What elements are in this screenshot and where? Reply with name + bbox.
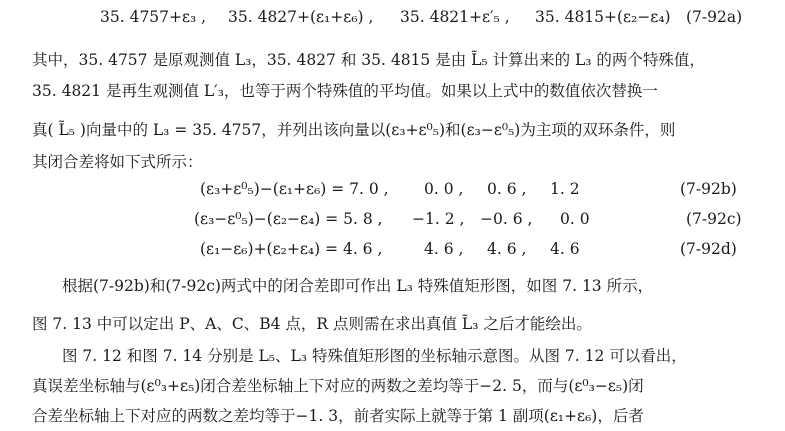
eq-value: −1. 2 , [412,210,465,228]
para3-line-2: 真误差坐标轴与(ε⁰₃+ε₅)闭合差坐标轴上下对应的两数之差均等于−2. 5，而与(ε⁰₃−ε₅)闭 [32,377,644,395]
eq-lhs: (ε₃−ε⁰₅)−(ε₂−ε₄) = 5. 8 , [194,210,383,228]
equation-row [0,210,785,232]
eq-tag: (7-92b) [680,180,737,198]
eq-value: −0. 6 , [480,210,533,228]
para1-line-4: 其闭合差将如下式所示： [32,153,203,171]
para1-line-1: 其中，35. 4757 是原观测值 L₃，35. 4827 和 35. 4815 是由 L̃₅ 计算出来的 L₃ 的两个特殊值， [32,51,705,69]
eq-a-tag: (7-92a) [686,8,743,26]
eq-value: 1. 2 [550,180,580,198]
para1-line-2: 35. 4821 是再生观测值 L′₃，也等于两个特殊值的平均值。如果以上式中的数值依次替换一 [32,82,658,100]
eq-tag: (7-92d) [680,240,737,258]
equation-row [0,240,785,262]
eq-a-term-2: 35. 4827+(ε₁+ε₆) , [228,8,374,26]
para2-line-2: 图 7. 13 中可以定出 P、A、C、B4 点，R 点则需在求出真值 L̃₃ 之后才能绘出。 [32,315,592,333]
para1-line-3: 真( L̃₅ )向量中的 L₃ = 35. 4757，并列出该向量以(ε₃+ε⁰₅)和(ε₃−ε⁰₅)为主项的双环条件，则 [32,121,676,139]
para3-line-1: 图 7. 12 和图 7. 14 分别是 L₅、L₃ 特殊值矩形图的坐标轴示意图。从图 7. 12 可以看出， [62,347,687,365]
eq-a-term-4: 35. 4815+(ε₂−ε₄) [535,8,671,26]
eq-lhs: (ε₁−ε₆)+(ε₂+ε₄) = 4. 6 , [200,240,383,258]
para2-line-1: 根据(7-92b)和(7-92c)两式中的闭合差即可作出 L₃ 特殊值矩形图，如图 7. 13 所示， [62,277,654,295]
eq-value: 0. 6 , [487,180,527,198]
eq-value: 4. 6 , [487,240,527,258]
eq-value: 0. 0 [560,210,590,228]
eq-value: 0. 0 , [424,180,464,198]
eq-a-term-1: 35. 4757+ε₃ , [100,8,207,26]
eq-a-term-3: 35. 4821+ε′₅ , [400,8,510,26]
eq-value: 4. 6 [550,240,580,258]
equation-row [0,180,785,202]
eq-tag: (7-92c) [686,210,742,228]
para3-line-3: 合差坐标轴上下对应的两数之差均等于−1. 3，前者实际上就等于第 1 副项(ε₁+ε₆)，后者 [32,407,644,425]
eq-lhs: (ε₃+ε⁰₅)−(ε₁+ε₆) = 7. 0 , [200,180,389,198]
eq-value: 4. 6 , [424,240,464,258]
